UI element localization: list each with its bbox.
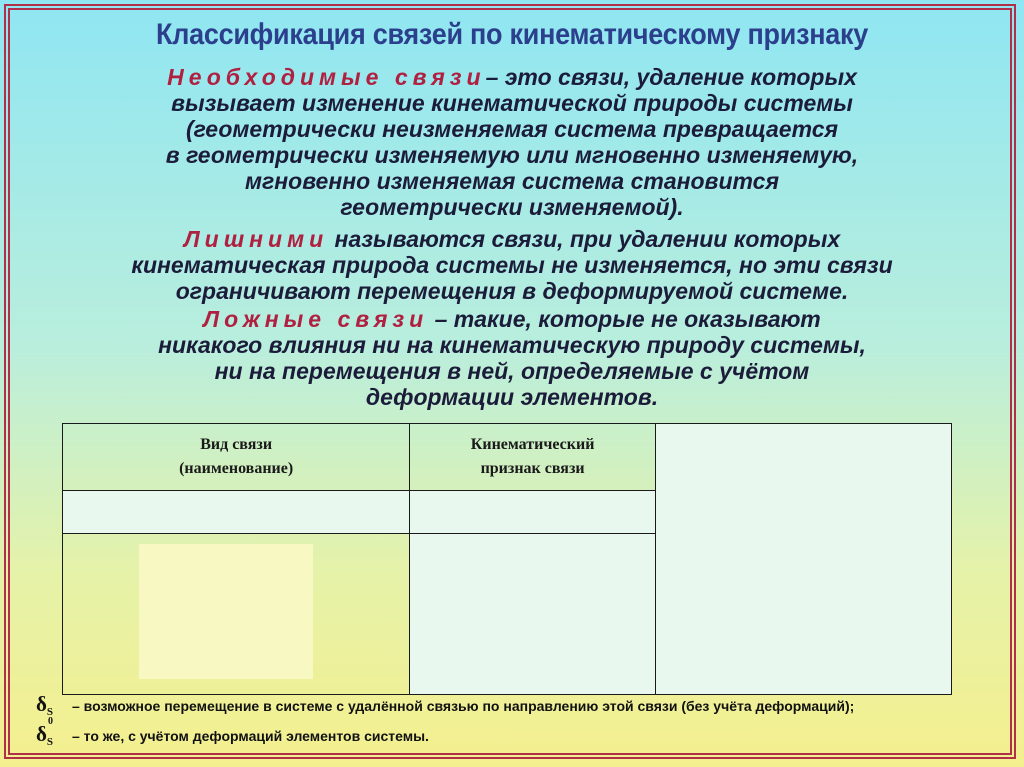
paragraph-line: ограничивают перемещения в деформируемой системе.	[175, 278, 849, 304]
term-necessary-links: Необходимые связи	[167, 64, 486, 90]
paragraph-line: деформации элементов.	[365, 384, 659, 410]
necessary-links-paragraph	[20, 64, 1004, 220]
paragraph-line: (геометрически неизменяемая система превращается	[185, 116, 839, 142]
table-cell	[410, 491, 656, 534]
false-links-paragraph	[20, 306, 1004, 410]
classification-table	[62, 423, 952, 695]
table-header-link-type: Вид связи (наименование)	[63, 424, 410, 491]
paragraph-line: геометрически изменяемой).	[340, 194, 684, 220]
table-cell	[410, 534, 656, 695]
legend-line-displacement-deformation: δS 0 – то же, с учётом деформаций элементов системы.	[36, 716, 429, 748]
paragraph-line: мгновенно изменяемая система становится	[245, 168, 779, 194]
table-header-kinematic-sign: Кинематический признак связи	[410, 424, 656, 491]
table-cell	[63, 534, 410, 695]
delta-symbol: δS	[36, 692, 54, 718]
paragraph-line: в геометрически изменяемую или мгновенно изменяемую,	[165, 142, 859, 168]
redundant-links-paragraph	[20, 226, 1004, 304]
table-cell	[63, 491, 410, 534]
paragraph-line: ни на перемещения в ней, определяемые с учётом	[214, 358, 810, 384]
term-redundant-links: Лишними	[183, 226, 329, 252]
term-false-links: Ложные связи	[203, 306, 429, 332]
table-right-cell	[655, 424, 951, 695]
paragraph-line: никакого влияния ни на кинематическую природу системы,	[158, 332, 866, 358]
highlight-block	[139, 544, 313, 679]
delta-symbol: δS 0	[36, 716, 54, 748]
paragraph-line: кинематическая природа системы не изменяется, но эти связи	[131, 252, 893, 278]
paragraph-line: вызывает изменение кинематической природы системы	[171, 90, 853, 116]
paragraph-line: Необходимые связи– это связи, удаление которых	[167, 64, 857, 90]
paragraph-line: Ложные связи – такие, которые не оказывают	[203, 306, 821, 332]
legend-line-displacement: δS – возможное перемещение в системе с удалённой связью по направлению этой связи (без учёта деформаций);	[36, 692, 855, 718]
slide-title: Классификация связей по кинематическому признаку	[155, 18, 869, 51]
paragraph-line: Лишними называются связи, при удалении которых	[183, 226, 841, 252]
